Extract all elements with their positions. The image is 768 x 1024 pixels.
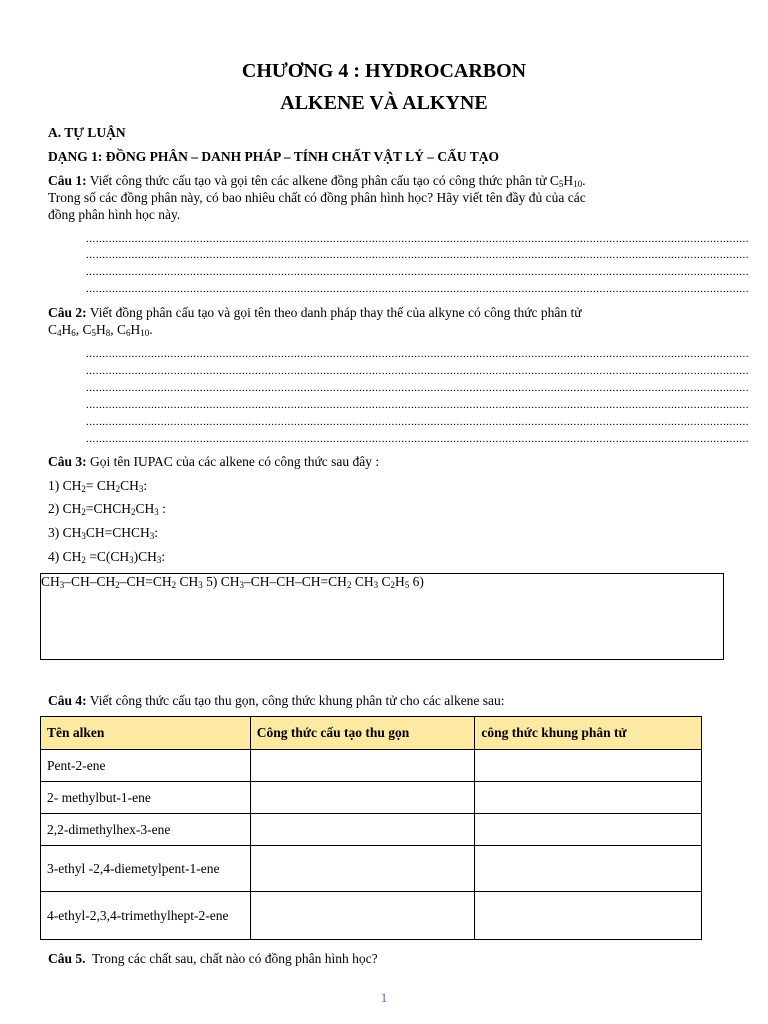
alkene-name: Pent-2-ene — [41, 750, 251, 782]
answer-cell[interactable] — [250, 814, 475, 846]
answer-line: ............................................................................................................................................................................................................ — [86, 433, 749, 445]
table-row — [41, 814, 702, 846]
question-text: Gọi tên IUPAC của các alkene có công thức sau đây : — [90, 454, 380, 469]
answer-cell[interactable] — [250, 892, 475, 940]
answer-cell[interactable] — [475, 892, 702, 940]
question-text: Viết đồng phân cấu tạo và gọi tên theo danh pháp thay thế của alkyne có công thức phân tử — [89, 305, 582, 320]
question-label: Câu 4: — [48, 693, 87, 708]
alkene-table — [40, 716, 702, 940]
answer-cell[interactable] — [250, 846, 475, 892]
question-5 — [48, 950, 698, 967]
table-row — [41, 750, 702, 782]
answer-cell[interactable] — [475, 750, 702, 782]
question-label: Câu 5. — [48, 951, 86, 966]
question-1: Câu 1: Viết công thức cấu tạo và gọi tên các alkene đồng phân cấu tạo có công thức phân tử $C_5H_{10}$. — [48, 173, 586, 189]
answer-line: ............................................................................................................................................................................................................ — [86, 399, 749, 411]
question-label: Câu 2: — [48, 305, 87, 320]
answer-line: ............................................................................................................................................................................................................ — [86, 249, 749, 261]
question-2 — [48, 304, 698, 321]
question-text-line: Trong số các đồng phân này, có bao nhiêu chất có đồng phân hình học? Hãy viết tên đầy đủ của các — [48, 190, 586, 205]
alkene-name: 2- methylbut-1-ene — [41, 782, 251, 814]
answer-line: ............................................................................................................................................................................................................ — [86, 365, 749, 377]
page-number: 1 — [380, 990, 388, 1005]
structure-box: $CH_3-CH-CH_2-CH=CH_2$ $CH_3$ 5) $CH_3-CH-CH-CH=CH_2$ $CH_3$ $C_2H_5$ 6) — [40, 573, 724, 660]
page-title: CHƯƠNG 4 : HYDROCARBON — [241, 60, 527, 82]
answer-line: ............................................................................................................................................................................................................ — [86, 348, 749, 360]
subsection-heading: DẠNG 1: ĐỒNG PHÂN – DANH PHÁP – TÍNH CHẤT VẬT LÝ – CẤU TẠO — [48, 149, 500, 164]
table-header-row — [41, 717, 702, 750]
formula-list — [48, 321, 698, 338]
question-label: Câu 3: — [48, 454, 87, 469]
formula-item-3: 3) $CH_3CH=CHCH_3$: — [48, 525, 159, 541]
alkene-name: 2,2-dimethylhex-3-ene — [41, 814, 251, 846]
formula-item-2: 2) $CH_2=CHCH_2CH_3$ : — [48, 501, 166, 517]
question-3 — [48, 453, 698, 470]
answer-line: ............................................................................................................................................................................................................ — [86, 382, 749, 394]
table-row — [41, 782, 702, 814]
answer-cell[interactable] — [475, 782, 702, 814]
column-header: công thức khung phân tử — [475, 717, 702, 750]
question-text: Viết công thức cấu tạo thu gọn, công thức khung phân tử cho các alkene sau: — [89, 693, 505, 708]
answer-line: ............................................................................................................................................................................................................ — [86, 283, 749, 295]
question-text: Viết công thức cấu tạo và gọi tên các alkene đồng phân cấu tạo có công thức phân tử C — [89, 173, 559, 188]
column-header: Công thức cấu tạo thu gọn — [250, 717, 475, 750]
section-heading: A. TỰ LUẬN — [48, 125, 126, 140]
answer-line: ............................................................................................................................................................................................................ — [86, 233, 749, 245]
table-row — [41, 846, 702, 892]
question-label: Câu 1: — [48, 173, 87, 188]
answer-cell[interactable] — [250, 750, 475, 782]
answer-cell[interactable] — [475, 846, 702, 892]
table-row — [41, 892, 702, 940]
answer-line: ............................................................................................................................................................................................................ — [86, 266, 749, 278]
answer-cell[interactable] — [250, 782, 475, 814]
page-subtitle: ALKENE VÀ ALKYNE — [280, 92, 488, 114]
question-text-line: đồng phân hình học này. — [48, 207, 181, 222]
alkene-name: 4-ethyl-2,3,4-trimethylhept-2-ene — [41, 892, 251, 940]
formula-text: $C_4H_6$, $C_5H_8$, $C_6H_{10}$. — [48, 322, 153, 338]
formula-item-1: 1) $CH_2= CH_2CH_3$: — [48, 478, 148, 494]
question-4 — [48, 692, 698, 709]
answer-line: ............................................................................................................................................................................................................ — [86, 416, 749, 428]
column-header: Tên alken — [41, 717, 251, 750]
formula-item-4: 4) $CH_2 =C(CH_3)CH_3$: — [48, 549, 166, 565]
question-text: Trong các chất sau, chất nào có đồng phân hình học? — [92, 951, 378, 966]
alkene-name: 3-ethyl -2,4-diemetylpent-1-ene — [41, 846, 251, 892]
answer-cell[interactable] — [475, 814, 702, 846]
